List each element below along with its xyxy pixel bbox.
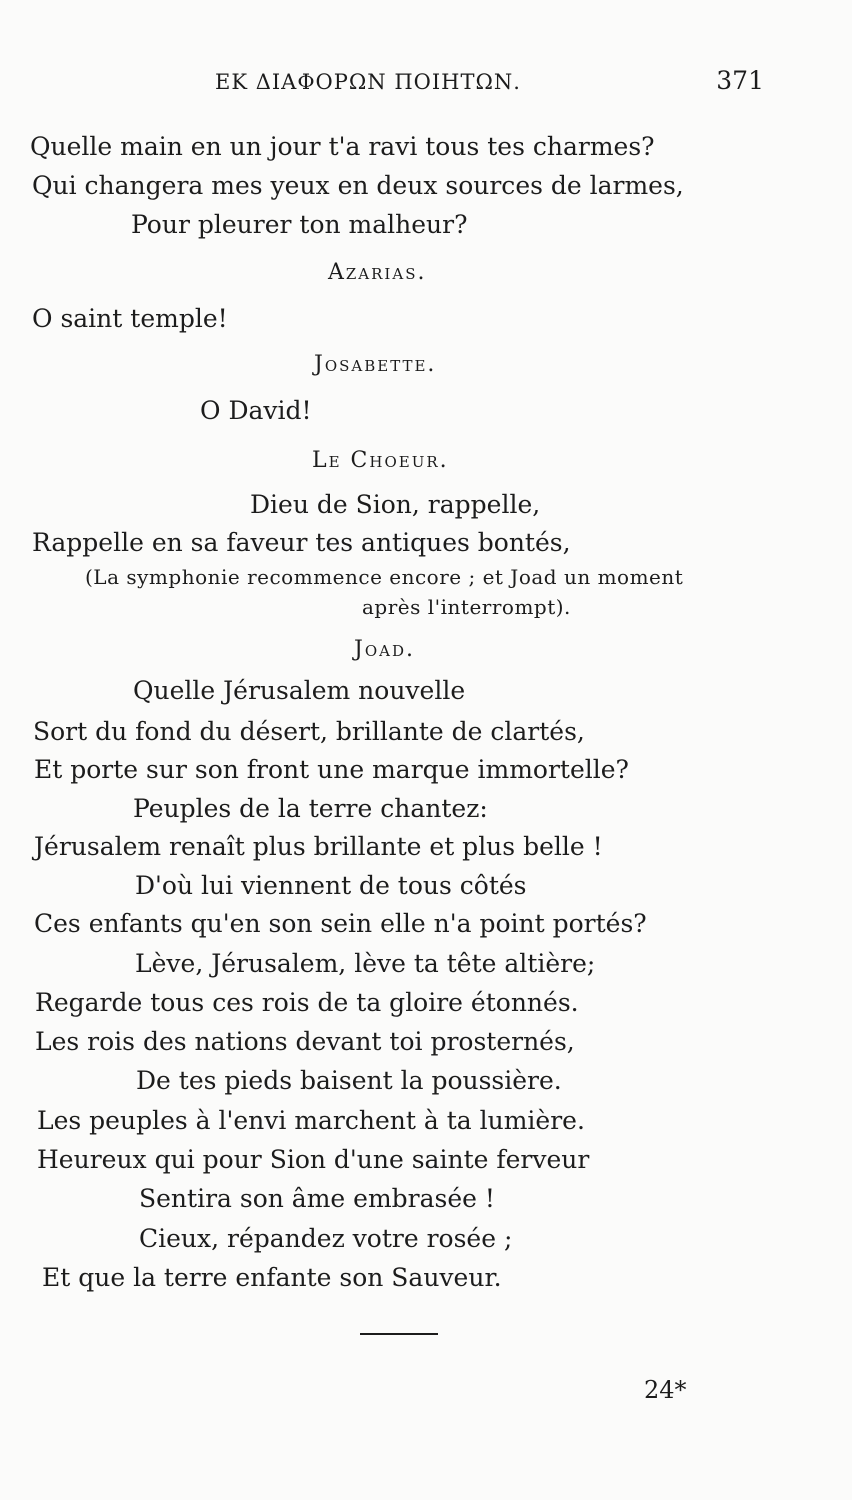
verse-line: Peuples de la terre chantez: (133, 794, 488, 823)
page-number: 371 (716, 66, 764, 95)
speaker-name: Le Choeur. (312, 448, 449, 473)
verse-line: Et que la terre enfante son Sauveur. (42, 1263, 502, 1292)
verse-line: Qui changera mes yeux en deux sources de larmes, (32, 171, 684, 200)
verse-line: Sort du fond du désert, brillante de clartés, (33, 717, 585, 746)
speaker-name: Azarias. (328, 260, 427, 285)
verse-line: Les rois des nations devant toi prosternés, (35, 1027, 575, 1056)
verse-line: Quelle Jérusalem nouvelle (133, 676, 466, 705)
verse-line: Et porte sur son front une marque immortelle? (34, 755, 629, 784)
signature-mark: 24* (644, 1376, 687, 1404)
verse-line: Jérusalem renaît plus brillante et plus belle ! (34, 832, 603, 861)
verse-line: Lève, Jérusalem, lève ta tête altière; (135, 949, 596, 978)
verse-line: O saint temple! (32, 304, 228, 333)
verse-line: Ces enfants qu'en son sein elle n'a point portés? (34, 909, 647, 938)
verse-line: Pour pleurer ton malheur? (131, 210, 468, 239)
speaker-name: Joad. (354, 637, 415, 662)
verse-line: D'où lui viennent de tous côtés (135, 871, 527, 900)
verse-line: Sentira son âme embrasée ! (139, 1184, 495, 1213)
verse-line: Les peuples à l'envi marchent à ta lumière. (37, 1106, 585, 1135)
verse-line: Quelle main en un jour t'a ravi tous tes charmes? (30, 132, 655, 161)
stage-direction: après l'interrompt). (362, 595, 571, 619)
verse-line: Heureux qui pour Sion d'une sainte ferveur (37, 1145, 590, 1174)
verse-line: Rappelle en sa faveur tes antiques bontés, (32, 528, 571, 557)
verse-line: Cieux, répandez votre rosée ; (139, 1224, 513, 1253)
verse-line: De tes pieds baisent la poussière. (136, 1066, 562, 1095)
speaker-name: Josabette. (314, 352, 437, 377)
stage-direction: (La symphonie recommence encore ; et Joad un moment (85, 565, 684, 589)
verse-line: Dieu de Sion, rappelle, (250, 490, 541, 519)
running-head: ΕΚ ΔΙΑΦΟΡΩΝ ΠΟΙΗΤΩΝ. (215, 70, 521, 94)
verse-line: Regarde tous ces rois de ta gloire étonnés. (35, 988, 579, 1017)
verse-line: O David! (200, 396, 312, 425)
section-divider (360, 1333, 438, 1335)
